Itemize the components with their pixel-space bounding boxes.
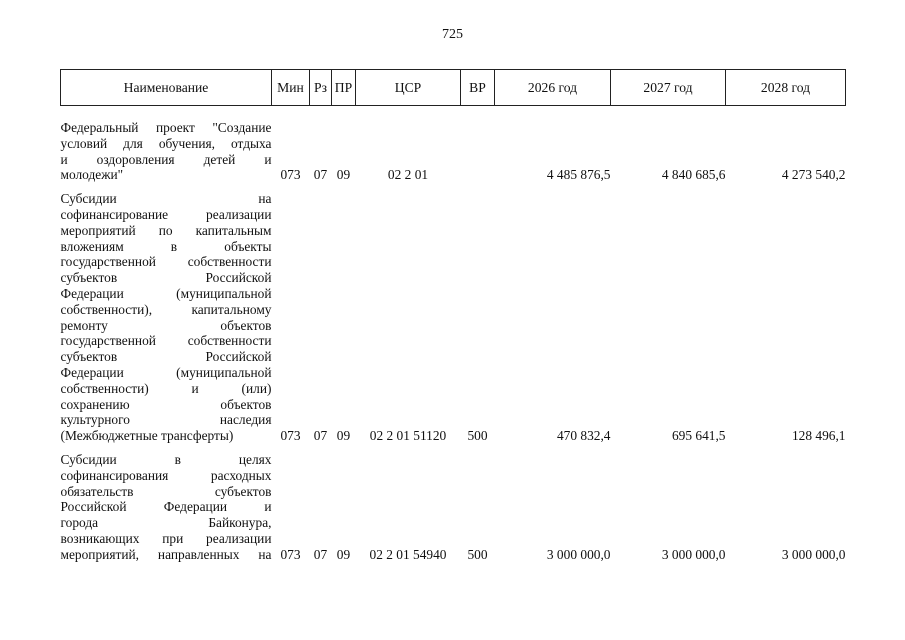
table-row — [61, 114, 846, 183]
budget-table — [60, 69, 846, 563]
row-pr: 09 — [336, 546, 351, 562]
row-rz: 07 — [313, 428, 328, 444]
row-name — [61, 191, 272, 444]
row-name-line: мероприятий, направленных на — [60, 546, 272, 562]
row-name-line: собственности), капитальному — [60, 301, 272, 317]
header-min: Мин — [272, 70, 310, 106]
header-name: Наименование — [61, 70, 272, 106]
row-name-line: города Байконура, — [60, 515, 272, 531]
row-name-line: сохранению объектов — [60, 396, 272, 412]
header-2026: 2026 год — [495, 70, 611, 106]
header-csr: ЦСР — [356, 70, 461, 106]
row-rz: 07 — [313, 546, 328, 562]
row-name-line: государственной собственности — [60, 254, 272, 270]
row-csr: 02 2 01 — [387, 167, 429, 183]
row-2028: 128 496,1 — [791, 428, 846, 444]
header-2028: 2028 год — [726, 70, 846, 106]
row-min: 073 — [280, 167, 301, 183]
row-name-line: Федерации (муниципальной — [60, 364, 272, 380]
row-min: 073 — [280, 428, 301, 444]
row-name-line: культурного наследия — [60, 412, 272, 428]
row-name-line: государственной собственности — [60, 333, 272, 349]
table-row — [61, 452, 846, 563]
row-2028: 3 000 000,0 — [781, 546, 846, 562]
row-name-line: собственности) и (или) — [60, 380, 272, 396]
row-name-line: (Межбюджетные трансферты) — [60, 428, 234, 444]
row-name-line: Российской Федерации и — [60, 499, 272, 515]
row-vr: 500 — [467, 546, 488, 562]
row-name-line: субъектов Российской — [60, 270, 272, 286]
row-name — [61, 114, 272, 183]
row-name-line: молодежи" — [60, 167, 124, 183]
table-header-row — [61, 70, 846, 106]
header-vr: ВР — [461, 70, 495, 106]
row-2026: 470 832,4 — [556, 428, 611, 444]
row-2027: 4 840 685,6 — [661, 167, 726, 183]
header-rz: Рз — [310, 70, 332, 106]
row-name-line: и оздоровления детей и — [60, 151, 272, 167]
row-name — [61, 452, 272, 563]
table-row — [61, 191, 846, 444]
row-2026: 3 000 000,0 — [546, 546, 611, 562]
row-name-line: софинансирования расходных — [60, 467, 272, 483]
row-2027: 3 000 000,0 — [661, 546, 726, 562]
row-name-line: Федеральный проект "Создание — [60, 120, 272, 135]
row-name-line: софинансирование реализации — [60, 206, 272, 222]
page-number: 725 — [442, 27, 463, 42]
header-2027: 2027 год — [611, 70, 726, 106]
row-name-line: Субсидии на — [60, 191, 272, 207]
row-pr: 09 — [336, 167, 351, 183]
row-name-line: вложениям в объекты — [60, 238, 272, 254]
header-pr: ПР — [332, 70, 356, 106]
row-2027: 695 641,5 — [671, 428, 726, 444]
row-name-line: мероприятий по капитальным — [60, 222, 272, 238]
row-name-line: Субсидии в целях — [60, 451, 272, 467]
row-name-line: возникающих при реализации — [60, 530, 272, 546]
row-2028: 4 273 540,2 — [781, 167, 846, 183]
row-csr: 02 2 01 51120 — [369, 428, 447, 444]
row-vr: 500 — [467, 428, 488, 444]
row-2026: 4 485 876,5 — [546, 167, 611, 183]
row-name-line: обязательств субъектов — [60, 483, 272, 499]
row-vr — [461, 114, 495, 183]
row-rz: 07 — [313, 167, 328, 183]
row-name-line: условий для обучения, отдыха — [60, 135, 272, 151]
row-name-line: ремонту объектов — [60, 317, 272, 333]
row-min: 073 — [280, 546, 301, 562]
row-name-line: Федерации (муниципальной — [60, 285, 272, 301]
row-name-line: субъектов Российской — [60, 349, 272, 365]
row-pr: 09 — [336, 428, 351, 444]
row-csr: 02 2 01 54940 — [369, 546, 447, 562]
